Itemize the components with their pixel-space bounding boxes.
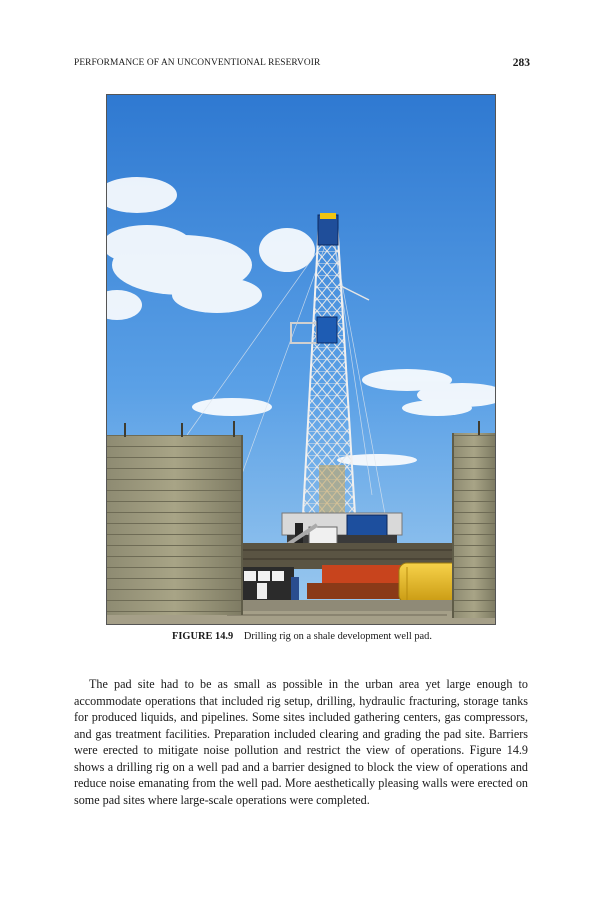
page-number: 283 <box>512 57 530 69</box>
running-title: PERFORMANCE OF AN UNCONVENTIONAL RESERVOIR <box>74 58 321 68</box>
figure-label: FIGURE 14.9 <box>172 631 234 642</box>
figure-caption <box>74 631 530 642</box>
figure-caption-text: Drilling rig on a shale development well pad. <box>243 631 432 642</box>
running-head <box>74 58 530 74</box>
figure-photo <box>106 94 496 625</box>
drilling-rig-photo <box>107 95 495 624</box>
body-paragraph: The pad site had to be as small as possible in the urban area yet large enough to accommodate operations that included rig setup, drilling, hydraulic fracturing, storage tanks for produced liquids, and pipelines. Some sites included gathering centers, gas compressors, and gas treatment facilities. Preparation included clearing and grading the pad site. Barriers were erected to mitigate noise pollution and restrict the view of operations. Figure 14.9 shows a drilling rig on a well pad and a barrier designed to block the view of operations and reduce noise emanating from the well pad. More aesthetically pleasing walls were erected on some pad sites where large-scale operations were completed. <box>74 677 528 807</box>
